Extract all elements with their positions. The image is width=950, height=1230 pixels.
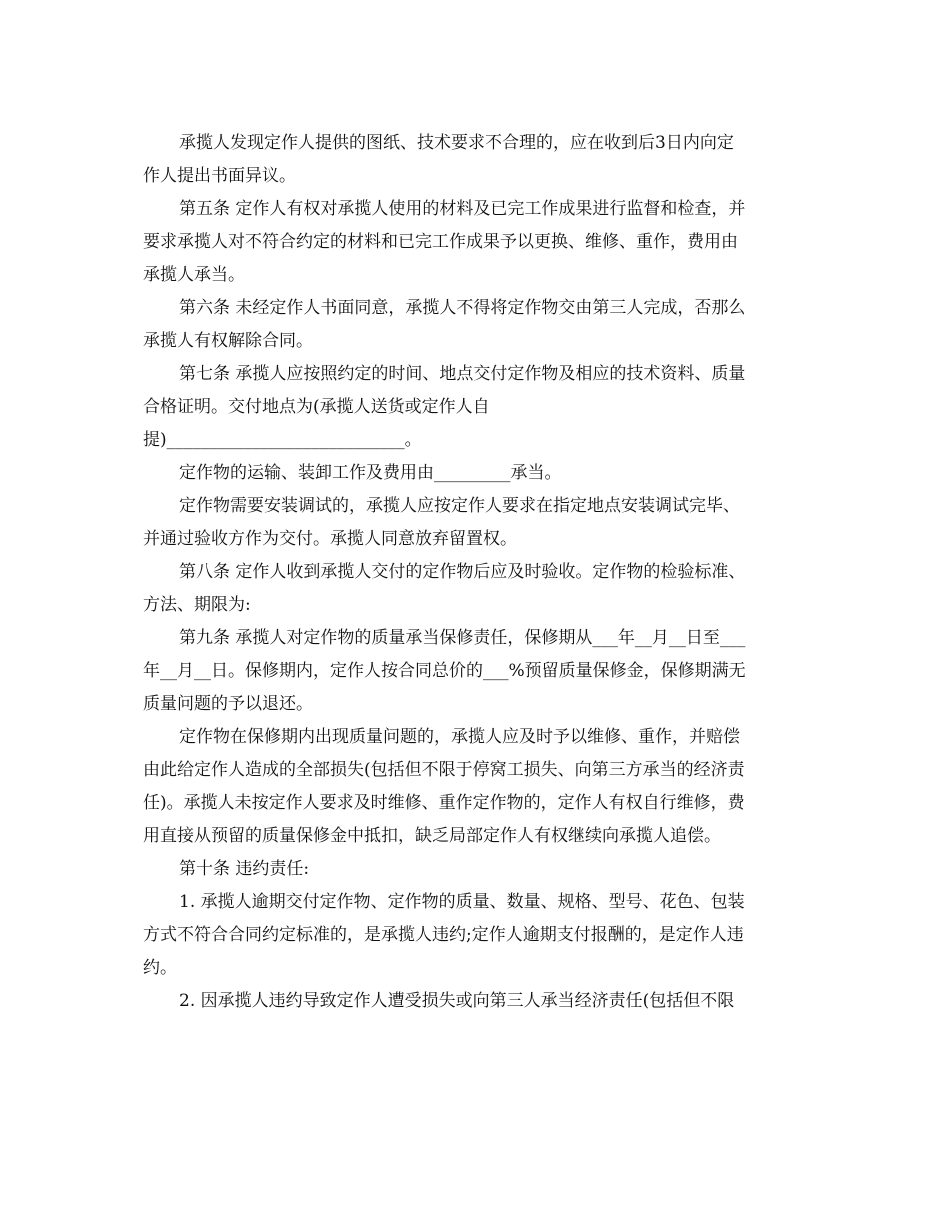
article-6-line: 第六条 未经定作人书面同意，承揽人不得将定作物交由第三人完成，否那么 [179, 298, 746, 318]
article-8-line: 方法、期限为: [143, 595, 251, 615]
breach-item-1-line: 1. 承揽人逾期交付定作物、定作物的质量、数量、规格、型号、花色、包装 [179, 892, 745, 912]
paragraph-line: 承揽人发现定作人提供的图纸、技术要求不合理的，应在收到后3日内向定 [179, 133, 734, 153]
article-9-line: 质量问题的予以退还。 [143, 694, 313, 714]
breach-item-1-line: 方式不符合合同约定标准的，是承揽人违约;定作人逾期支付报酬的，是定作人违 [143, 925, 744, 945]
article-5-line: 承揽人承当。 [143, 265, 245, 285]
article-5-line: 第五条 定作人有权对承揽人使用的材料及已完工作成果进行监督和检查，并 [179, 199, 746, 219]
article-6-line: 承揽人有权解除合同。 [143, 331, 313, 351]
breach-item-2-line: 2. 因承揽人违约导致定作人遭受损失或向第三人承当经济责任(包括但不限 [179, 991, 735, 1011]
warranty-clause-line: 用直接从预留的质量保修金中抵扣，缺乏局部定作人有权继续向承揽人追偿。 [143, 826, 721, 846]
article-7-line: 合格证明。交付地点为(承揽人送货或定作人自 [143, 397, 490, 417]
article-10-heading: 第十条 违约责任: [179, 859, 310, 879]
warranty-clause-line: 定作物在保修期内出现质量问题的，承揽人应及时予以维修、重作，并赔偿 [179, 727, 740, 747]
article-5-line: 要求承揽人对不符合约定的材料和已完工作成果予以更换、维修、重作，费用由 [143, 232, 738, 252]
article-7-line: 第七条 承揽人应按照约定的时间、地点交付定作物及相应的技术资料、质量 [179, 364, 746, 384]
article-7-line: 提)____________________________。 [143, 430, 422, 450]
warranty-clause-line: 由此给定作人造成的全部损失(包括但不限于停窝工损失、向第三方承当的经济责 [143, 760, 745, 780]
installation-clause-line: 并通过验收方作为交付。承揽人同意放弃留置权。 [143, 529, 517, 549]
article-9-line: 年__月__日。保修期内，定作人按合同总价的___%预留质量保修金，保修期满无 [143, 661, 746, 681]
installation-clause-line: 定作物需要安装调试的，承揽人应按定作人要求在指定地点安装调试完毕、 [179, 496, 740, 516]
warranty-clause-line: 任)。承揽人未按定作人要求及时维修、重作定作物的，定作人有权自行维修，费 [143, 793, 745, 813]
breach-item-1-line: 约。 [143, 958, 177, 978]
document-body [143, 127, 803, 1018]
article-9-line: 第九条 承揽人对定作物的质量承当保修责任，保修期从___年__月__日至___ [179, 628, 746, 648]
article-8-line: 第八条 定作人收到承揽人交付的定作物后应及时验收。定作物的检验标准、 [179, 562, 746, 582]
paragraph-line: 作人提出书面异议。 [143, 166, 296, 186]
transport-clause-line: 定作物的运输、装卸工作及费用由_________承当。 [179, 463, 562, 483]
